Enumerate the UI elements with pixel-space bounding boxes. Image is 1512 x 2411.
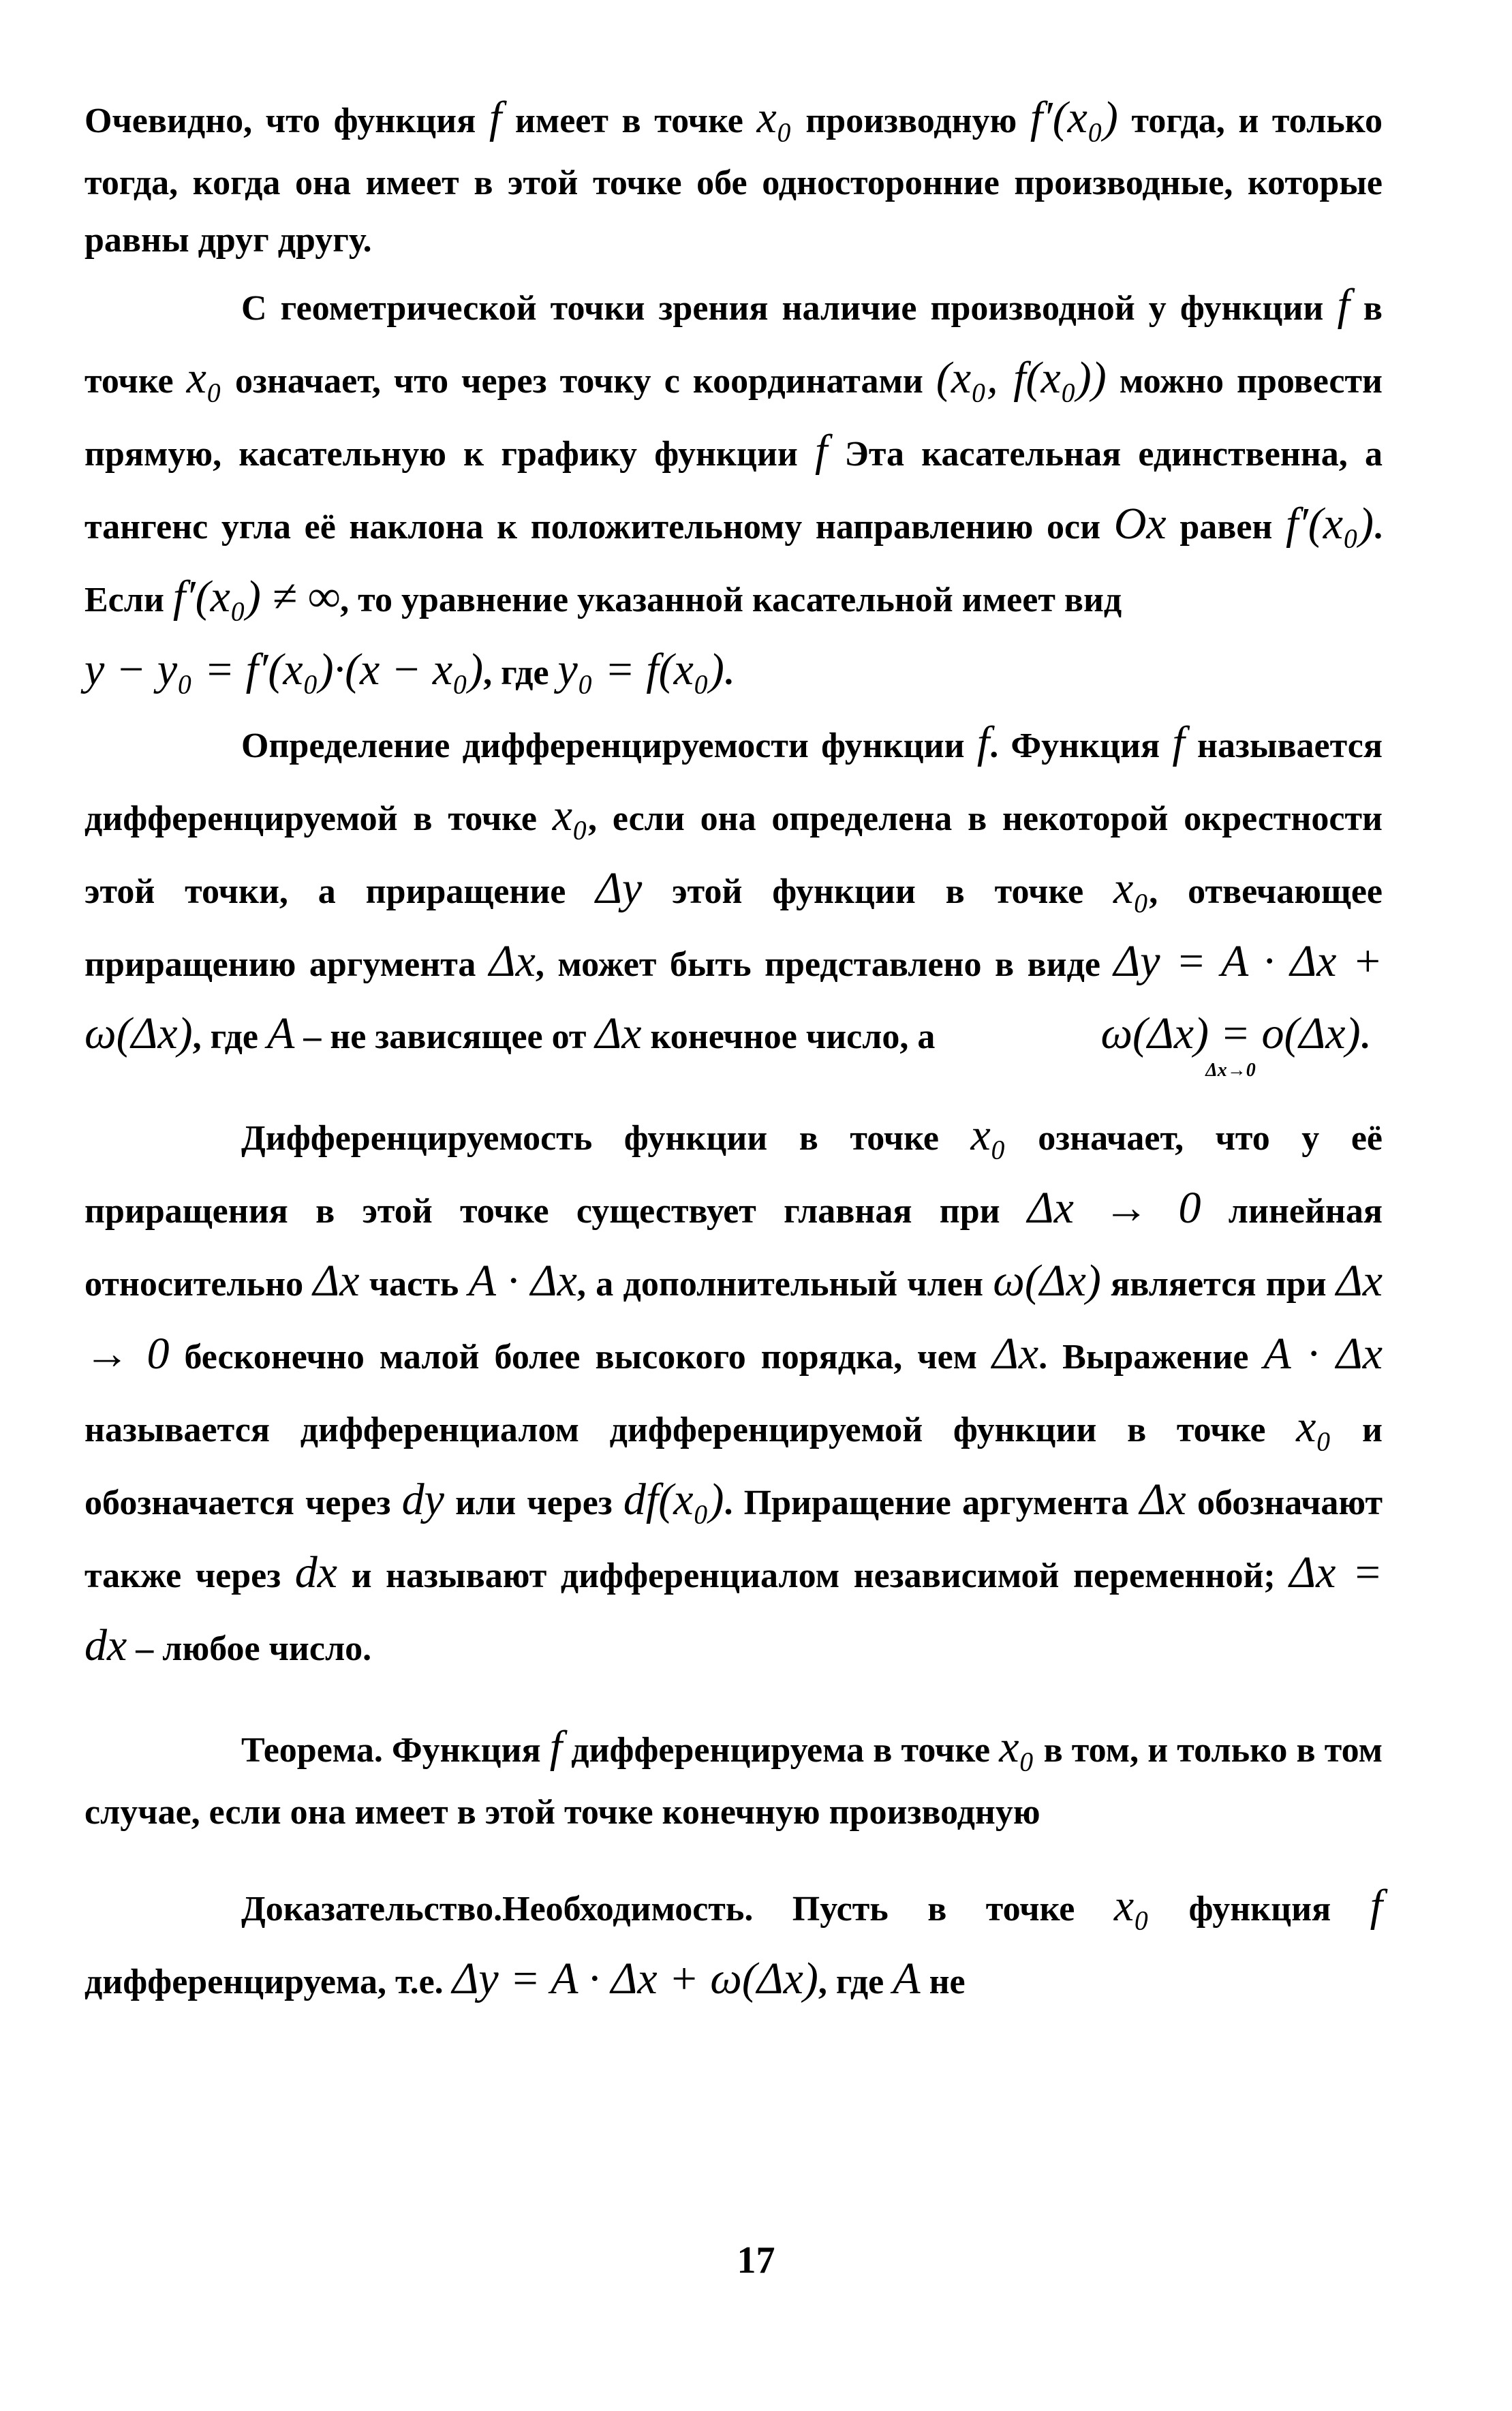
math-f: f [1337, 280, 1350, 331]
text: Необходимость. Пусть в точке [502, 1889, 1114, 1929]
text: Функция [382, 1730, 550, 1770]
math-delta-x-to-zero: Δx → 0 [1027, 1183, 1201, 1233]
math-point-coordinates: (x₀, f(x₀)) [936, 353, 1107, 403]
math-omega: ω(Δx) [993, 1256, 1101, 1306]
math-delta-y: Δy [596, 863, 643, 913]
text: часть [359, 1265, 469, 1304]
math-a-delta-x: A · Δx [468, 1256, 577, 1306]
text: , может быть представлено в виде [535, 945, 1114, 984]
math-delta-x: Δx [992, 1329, 1039, 1379]
math-a: A [893, 1953, 921, 2003]
text: . Функция [989, 726, 1173, 765]
math-f: f [1172, 717, 1185, 767]
tangent-equation-line [84, 644, 733, 694]
text: . Если [84, 508, 1383, 619]
text: , то уравнение указанной касательной имеет вид [340, 581, 1122, 619]
math-delta-x: Δx [489, 936, 536, 986]
text: и называют дифференциалом независимой переменной; [337, 1556, 1290, 1595]
text: – не зависящее от [294, 1017, 596, 1057]
text: – любое число. [127, 1629, 372, 1668]
math-delta-x: Δx [313, 1256, 360, 1306]
math-delta-x: Δx [1139, 1474, 1186, 1524]
text: или через [444, 1483, 623, 1522]
math-f: f [815, 426, 828, 476]
text: в точке [84, 289, 1383, 401]
text: можно провести прямую, касательную к графику функции [84, 362, 1383, 474]
math-x0: x₀ [1296, 1401, 1332, 1452]
math-y0-definition: y₀ = f(x₀) [557, 644, 724, 694]
text: означает, что через точку с координатами [221, 362, 936, 401]
text: в том, и только в том случае, если она имеет в этой точке конечную производную [84, 1730, 1383, 1832]
text: означает, что у её приращения в этой точке существует главная при [84, 1119, 1383, 1231]
math-x0: x₀ [552, 790, 589, 840]
text: , если она определена в некоторой окрестности этой точки, а приращение [84, 799, 1383, 911]
text: и обозначается через [84, 1410, 1383, 1522]
text: линейная относительно [84, 1192, 1383, 1304]
text: , а дополнительный член [576, 1265, 993, 1304]
text: производную [792, 102, 1030, 140]
math-x0: x₀ [186, 353, 222, 403]
text: Очевидно, что функция [84, 102, 489, 140]
paragraph-theorem [84, 1711, 1383, 1841]
text: Дифференцируемость функции в точке [241, 1119, 971, 1158]
text: является при [1100, 1265, 1336, 1304]
math-delta-x-equals-dx: Δx = dx [84, 1547, 1383, 1670]
text: называется дифференциалом дифференцируемой функции в точке [84, 1410, 1297, 1449]
paragraph-proof [84, 1870, 1383, 2016]
theorem-heading: Теорема. [241, 1730, 383, 1770]
math-df-x0: df(x₀) [623, 1474, 724, 1524]
math-dy: dy [401, 1474, 444, 1524]
limit-subscript: Δx→0 [1205, 1059, 1256, 1081]
text: , где [818, 1962, 893, 2001]
little-o-formula [944, 998, 1361, 1081]
definition-heading: Определение дифференцируемости функции [241, 726, 977, 765]
text: дифференцируема в точке [562, 1730, 1000, 1770]
paragraph-differential-meaning [84, 1099, 1383, 1682]
text: называется дифференцируемой в точке [84, 726, 1383, 838]
text: . Выражение [1038, 1338, 1264, 1377]
math-f: f [976, 717, 990, 767]
math-omega-little-o: ω(Δx) = o(Δx) [1100, 1009, 1361, 1059]
text: тогда, и только тогда, когда она имеет в этой точке обе односторонние производные, которые равны друг другу. [84, 102, 1383, 260]
text: , отвечающее приращению аргумента [84, 872, 1383, 984]
paragraph-derivative-condition [84, 82, 1383, 269]
math-increment-formula: Δy = A · Δx + ω(Δx) [452, 1953, 818, 2003]
text: имеет в точке [502, 102, 757, 140]
paragraph-geometric-meaning [84, 269, 1383, 706]
proof-heading: Доказательство. [241, 1889, 503, 1929]
math-tangent-equation: y − y₀ = f′(x₀)·(x − x₀) [84, 644, 484, 694]
text: не [920, 1962, 966, 2001]
math-derivative: f′(x₀) [1030, 93, 1118, 142]
math-f: f [1370, 1880, 1383, 1931]
text: , где [483, 653, 558, 692]
math-dx: dx [294, 1547, 338, 1597]
math-a: A [267, 1009, 295, 1059]
text: . [724, 653, 733, 692]
text: Эта касательная единственна, а тангенс угла её наклона к положительному направлению оси [84, 435, 1383, 547]
page-number: 17 [737, 2239, 775, 2282]
math-a-delta-x: A · Δx [1263, 1329, 1383, 1379]
text: . [1360, 1017, 1370, 1057]
paragraph-differentiability-definition [84, 707, 1383, 1081]
math-x0: x₀ [1113, 1880, 1150, 1931]
text: обозначают также через [84, 1483, 1383, 1595]
page-content [84, 82, 1383, 2016]
text: бесконечно малой более высокого порядка, чем [169, 1338, 993, 1377]
math-delta-x-to-zero: Δx → 0 [84, 1256, 1383, 1379]
math-derivative-not-infinite: f′(x₀) ≠ ∞ [172, 572, 341, 621]
math-f: f [549, 1721, 563, 1772]
math-x0: x₀ [756, 93, 792, 142]
text: этой функции в точке [642, 872, 1114, 911]
text: конечное число, а [641, 1017, 944, 1057]
text: равен [1166, 508, 1286, 547]
text: дифференцируема, т.е. [84, 1962, 452, 2001]
math-delta-x: Δx [595, 1009, 642, 1059]
text: . Приращение аргумента [724, 1483, 1140, 1522]
math-f: f [489, 93, 502, 142]
math-increment-formula: Δy = A · Δx + ω(Δx) [84, 936, 1383, 1059]
text: С геометрической точки зрения наличие производной у функции [241, 289, 1338, 328]
math-x0: x₀ [1113, 863, 1150, 913]
text: , где [192, 1017, 268, 1057]
text: функция [1150, 1889, 1370, 1929]
math-ox-axis: Ox [1113, 499, 1167, 549]
math-x0: x₀ [999, 1721, 1035, 1772]
math-derivative: f′(x₀) [1286, 499, 1374, 549]
math-x0: x₀ [970, 1110, 1006, 1161]
